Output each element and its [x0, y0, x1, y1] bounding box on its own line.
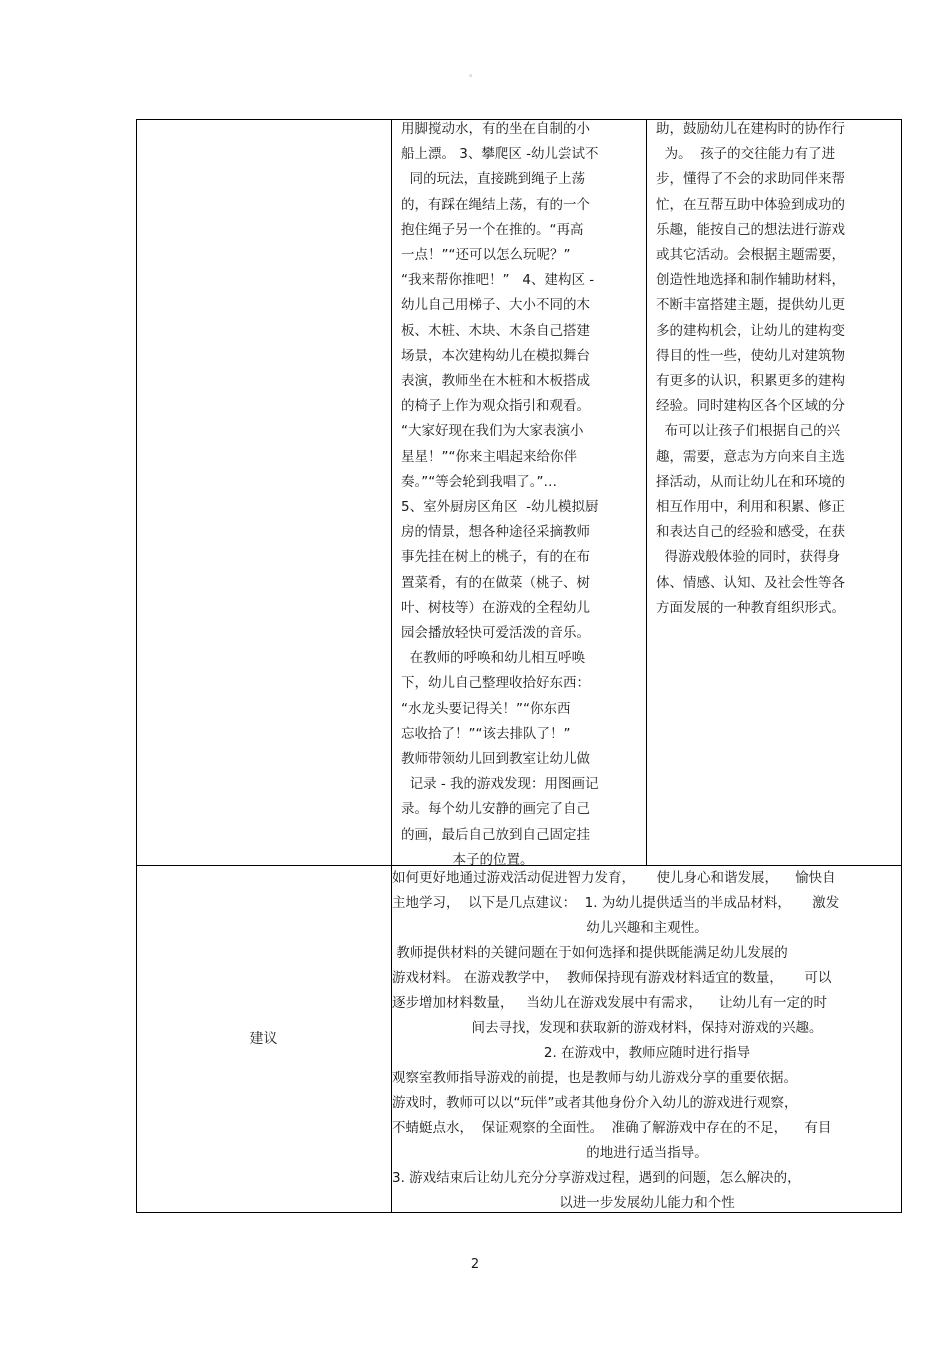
text-line: 间去寻找，发现和获取新的游戏材料，保持对游戏的兴趣。	[471, 1020, 823, 1036]
text-line: 5、室外厨房区角区 -幼儿模拟厨	[401, 499, 599, 516]
text-line: 3. 游戏结束后让幼儿充分分享游戏过程，遇到的问题，怎么解决的，	[392, 1170, 801, 1186]
text-line: 游戏材料。 在游戏教学中， 教师保持现有游戏材料适宜的数量， 可以	[392, 970, 832, 986]
text-line: 如何更好地通过游戏活动促进智力发育， 使儿身心和谐发展， 愉快自	[392, 870, 836, 886]
text-line: 本子的位置。	[401, 851, 534, 868]
text-line: “大家好现在我们为大家表演小	[401, 423, 584, 440]
page-number: 2	[470, 1257, 480, 1272]
text-line: 星星！”“你来主唱起来给你伴	[401, 448, 577, 465]
text-line: 忘收拾了！”“该去排队了！”	[401, 725, 571, 742]
text-line: 教师带领幼儿回到教室让幼儿做	[401, 751, 590, 768]
text-line: 逐步增加材料数量， 当幼儿在游戏发展中有需求， 让幼儿有一定的时	[392, 995, 828, 1011]
text-line: 场景，本次建构幼儿在模拟舞台	[401, 347, 590, 364]
text-line: 多的建构机会，让幼儿的建构变	[656, 322, 845, 339]
text-line: 主地学习， 以下是几点建议： 1. 为幼儿提供适当的半成品材料， 激发	[392, 895, 840, 911]
text-line: 或其它活动。会根据主题需要，	[656, 247, 845, 264]
text-line: 的画，最后自己放到自己固定挂	[401, 826, 590, 843]
text-line: 幼儿兴趣和主观性。	[586, 920, 708, 936]
text-line: 板、木桩、木块、木条自己搭建	[401, 322, 590, 339]
text-line: 不断丰富搭建主题，提供幼儿更	[656, 297, 845, 314]
text-line: 记录 - 我的游戏发现：用图画记	[401, 776, 599, 793]
text-line: 船上漂。 3、攀爬区 -幼儿尝试不	[401, 146, 599, 163]
text-line: 体、情感、认知、及社会性等各	[656, 574, 845, 591]
text-line: 步，懂得了不会的求助同伴来帮	[656, 171, 845, 188]
text-line: 为。 孩子的交往能力有了进	[656, 146, 836, 163]
text-line: 置菜肴，有的在做菜（桃子、树	[401, 574, 590, 591]
text-line: 趣，需要，意志为方向来自主选	[656, 448, 845, 465]
text-line: 房的情景，想各种途径采摘教师	[401, 524, 590, 541]
text-line: 的地进行适当指导。	[586, 1145, 708, 1161]
text-line: 录。每个幼儿安静的画完了自己	[401, 801, 590, 818]
text-line: 有更多的认识，积累更多的建构	[656, 373, 845, 390]
text-line: 乐趣，能按自己的想法进行游戏	[656, 221, 845, 238]
text-line: 观察室教师指导游戏的前提，也是教师与幼儿游戏分享的重要依据。	[392, 1070, 797, 1086]
text-line: 择活动，从而让幼儿在和环境的	[656, 473, 845, 490]
text-line: 忙，在互帮互助中体验到成功的	[656, 196, 845, 213]
text-line: 的椅子上作为观众指引和观看。	[401, 398, 590, 415]
text-line: 布可以让孩子们根据自己的兴	[656, 423, 841, 440]
activity-description	[401, 117, 599, 873]
suggestion-text	[392, 866, 902, 1216]
text-line: 2. 在游戏中，教师应随时进行指导	[543, 1045, 751, 1061]
text-line: 方面发展的一种教育组织形式。	[656, 599, 845, 616]
text-line: 奏。”“等会轮到我唱了。”…	[401, 473, 557, 490]
table-divider-middle	[646, 119, 647, 865]
text-line: 助，鼓励幼儿在建构时的协作行	[656, 121, 845, 137]
text-line: 幼儿自己用梯子、大小不同的木	[401, 297, 590, 314]
text-line: 的，有踩在绳结上荡，有的一个	[401, 196, 590, 213]
text-line: 相互作用中，利用和积累、修正	[656, 499, 845, 516]
text-line: 下，幼儿自己整理收拾好东西：	[401, 675, 590, 692]
text-line: 表演，教师坐在木桩和木板搭成	[401, 373, 590, 390]
text-line: 教师提供材料的关键问题在于如何选择和提供既能满足幼儿发展的	[392, 945, 788, 961]
text-line: 得游戏般体验的同时，获得身	[656, 549, 841, 566]
text-line: 叶、树枝等）在游戏的全程幼儿	[401, 599, 590, 616]
header-mark: 。	[469, 69, 479, 79]
text-line: 游戏时，教师可以以“玩伴”或者其他身份介入幼儿的游戏进行观察，	[392, 1095, 798, 1111]
text-line: 在教师的呼唤和幼儿相互呼唤	[401, 650, 586, 667]
activity-analysis	[656, 117, 845, 621]
text-line: 创造性地选择和制作辅助材料，	[656, 272, 845, 289]
text-line: 事先挂在树上的桃子，有的在布	[401, 549, 590, 566]
text-line: 一点！”“还可以怎么玩呢？”	[401, 247, 571, 264]
text-line: 用脚搅动水，有的坐在自制的小	[401, 121, 590, 137]
text-line: 得目的性一些，使幼儿对建筑物	[656, 347, 845, 364]
text-line: 和表达自己的经验和感受，在获	[656, 524, 845, 541]
text-line: “我来帮你推吧！” 4、建构区 -	[401, 272, 595, 289]
text-line: 抱住绳子另一个在推的。“再高	[401, 221, 584, 238]
text-line: “水龙头要记得关！”“你东西	[401, 700, 571, 717]
text-line: 园会播放轻快可爱活泼的音乐。	[401, 625, 590, 642]
text-line: 不蜻蜓点水， 保证观察的全面性。 准确了解游戏中存在的不足， 有目	[392, 1120, 832, 1136]
suggestion-label: 建议	[249, 1031, 278, 1047]
text-line: 以进一步发展幼儿能力和个性	[559, 1195, 735, 1211]
text-line: 同的玩法，直接跳到绳子上荡	[401, 171, 586, 188]
text-line: 经验。同时建构区各个区域的分	[656, 398, 845, 415]
